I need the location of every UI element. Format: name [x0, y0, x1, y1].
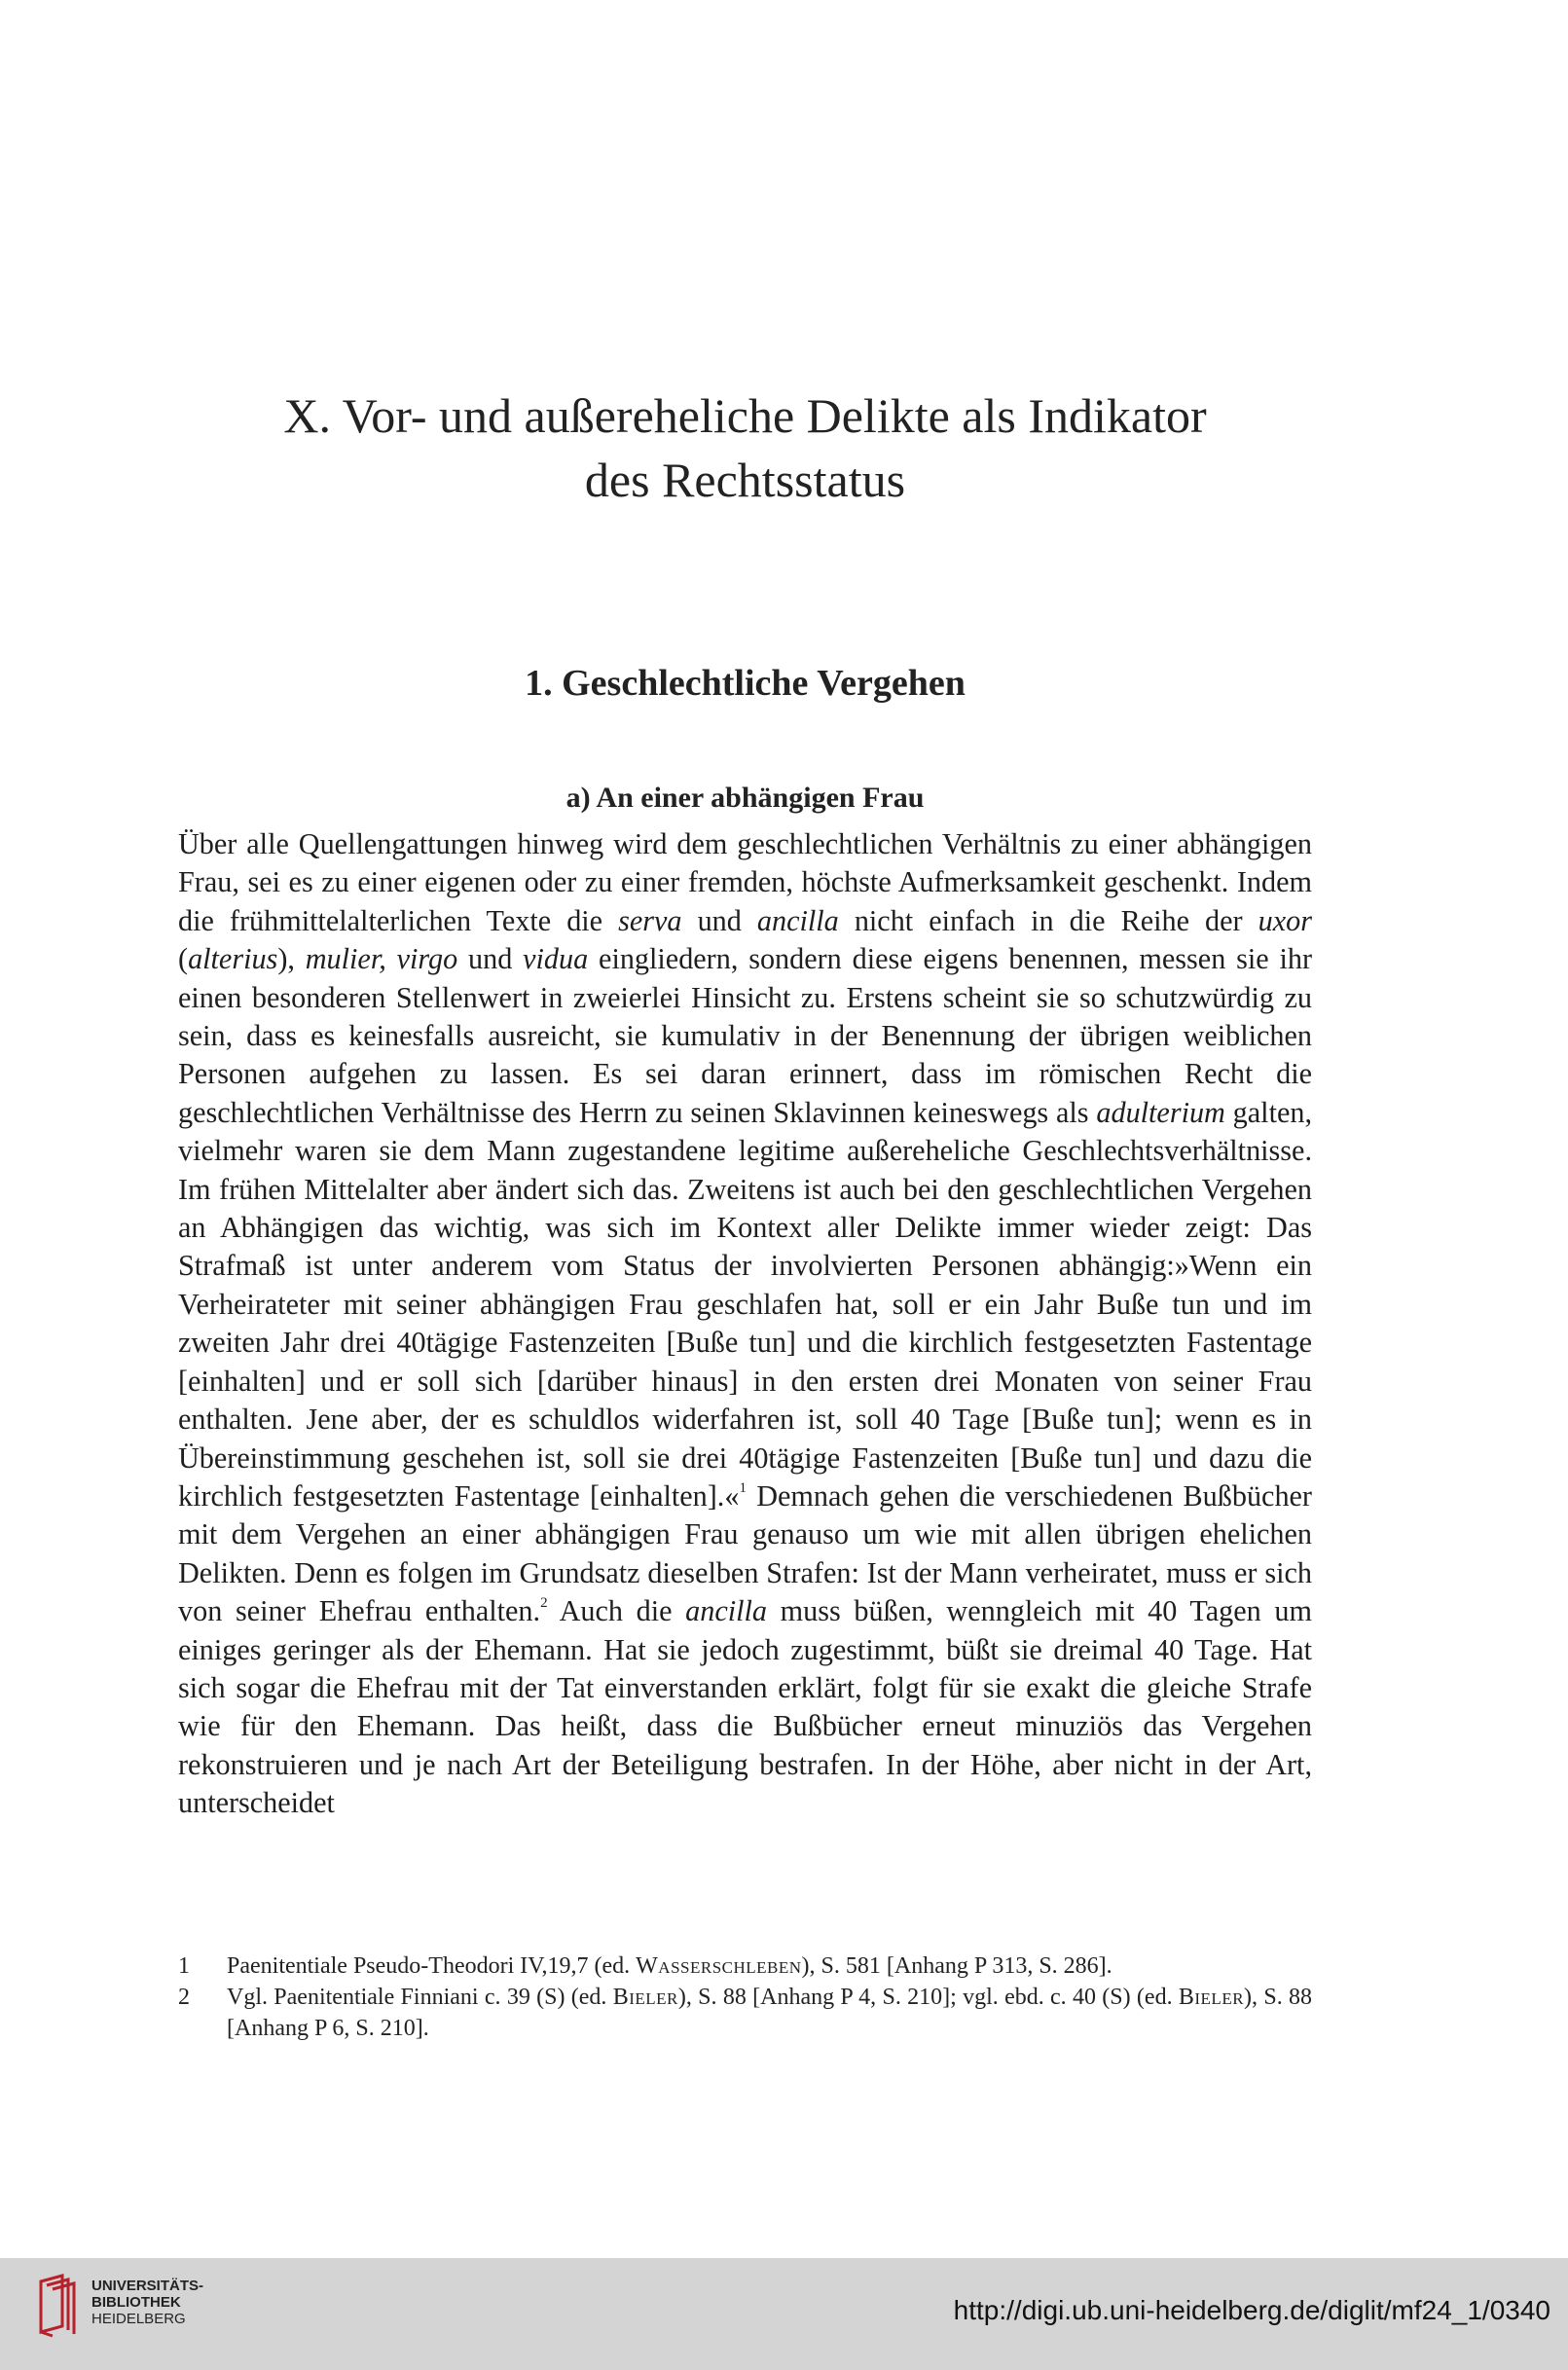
body-paragraph [178, 825, 1312, 1823]
logo-line-1: UNIVERSITÄTS- [91, 2278, 204, 2294]
text-run: und [457, 942, 524, 976]
text-run: muss büßen, wenngleich mit 40 Tagen um einiges geringer als der Ehemann. Hat sie jedoch zugestimmt, büßt sie dreimal 40 Tage. Hat sich sogar die Ehefrau mit der Tat einverstanden erklärt, folgt für sie exakt die gleiche Strafe wie für den Ehemann. Das heißt, dass die Bußbücher erneut minuziös das Vergehen rekonstruieren und je nach Art der Beteiligung bestrafen. In der Höhe, aber nicht in der Art, unterscheidet [178, 1594, 1312, 1820]
footnote-text [227, 1951, 1312, 1982]
body-text [178, 825, 1312, 1823]
library-logo-text [91, 2278, 203, 2327]
footnotes [178, 1951, 1312, 2044]
source-url-link[interactable]: http://digi.ub.uni-heidelberg.de/diglit/mf24_1/0340 [953, 2295, 1550, 2325]
text-run: nicht einfach in die Reihe der [838, 903, 1258, 937]
library-logo-icon[interactable] [33, 2272, 82, 2340]
text-run: und [681, 903, 757, 937]
italic-term: vidua [523, 942, 589, 976]
italic-term: alterius [188, 942, 278, 976]
text-run: Demnach gehen die verschiedenen Bußbücher mit dem Vergehen an einer abhängigen Frau genauso um wie mit allen übrigen ehelichen Delikten. Denn es folgen im Grundsatz dieselben Strafen: Ist der Mann verheiratet, muss er sich von seiner Ehefrau enthalten. [178, 1478, 1312, 1628]
text-run: ), S. 88 [Anhang P 6, S. 210]. [227, 1985, 1312, 2041]
italic-term: uxor [1258, 903, 1312, 937]
chapter-title-line-1: X. Vor- und außereheliche Delikte als Indikator [283, 387, 1207, 443]
subsection-title: a) An einer abhängigen Frau [565, 782, 925, 814]
editor-name: Wasserschleben [636, 1953, 802, 1979]
text-run: Über alle Quellengattungen hinweg wird dem geschlechtlichen Verhältnis zu einer abhängigen Frau, sei es zu einer eigenen oder zu einer fremden, höchste Aufmerksamkeit geschenkt. Indem die frühmittelalterlichen Texte die [178, 827, 1312, 937]
footnote-number: 1 [178, 1953, 190, 1979]
chapter-title-line-2: des Rechtsstatus [584, 452, 906, 507]
footnote-number: 2 [178, 1985, 190, 2010]
footnote-1 [178, 1951, 1312, 1982]
editor-name: Bieler [1178, 1985, 1245, 2010]
text-run: ), S. 88 [Anhang P 4, S. 210]; vgl. ebd. c. 40 (S) (ed. [677, 1985, 1179, 2010]
footnote-2 [178, 1982, 1312, 2044]
text-run: ), [277, 942, 306, 976]
logo-line-3: HEIDELBERG [91, 2311, 186, 2327]
italic-term: serva [618, 903, 682, 937]
italic-term: ancilla [685, 1594, 768, 1628]
footnote-ref-1[interactable]: 1 [739, 1479, 747, 1496]
text-run: galten, vielmehr waren sie dem Mann zugestandene legitime außereheliche Geschlechtsverhältnisse. Im frühen Mittelalter aber ändert sich das. Zweitens ist auch bei den geschlechtlichen Vergehen an Abhängigen das wichtig, was sich im Kontext aller Delikte immer wieder zeigt: Das Strafmaß ist unter anderem vom Status der involvierten Personen abhängig:»Wenn ein Verheirateter mit seiner abhängigen Frau geschlafen hat, soll er ein Jahr Buße tun und im zweiten Jahr drei 40tägige Fastenzeiten [Buße tun] und die kirchlich festgesetzten Fastentage [einhalten] und er soll sich [darüber hinaus] in den ersten drei Monaten von seiner Frau enthalten. Jene aber, der es schuldlos widerfahren ist, soll 40 Tage [Buße tun]; wenn es in Übereinstimmung geschehen ist, soll sie drei 40tägige Fastenzeiten [Buße tun] und dazu die kirchlich festgesetzten Fastentage [einhalten].« [178, 1095, 1312, 1513]
editor-name: Bieler [612, 1985, 678, 2010]
text-run: ( [178, 942, 189, 976]
footnote-ref-2[interactable]: 2 [540, 1595, 548, 1612]
italic-term: adulterium [1096, 1095, 1225, 1129]
chapter-title [178, 383, 1312, 512]
text-run: Vgl. Paenitentiale Finniani c. 39 (S) (ed. [227, 1985, 613, 2010]
italic-term: ancilla [756, 903, 839, 937]
footnote-text [227, 1982, 1312, 2044]
section-title: 1. Geschlechtliche Vergehen [525, 662, 966, 704]
text-run: Auch die [547, 1594, 686, 1628]
text-run: ), S. 581 [Anhang P 313, S. 286]. [801, 1953, 1112, 1979]
italic-term: mulier, virgo [305, 942, 458, 976]
text-run: Paenitentiale Pseudo-Theodori IV,19,7 (ed. [227, 1953, 637, 1979]
text-run: eingliedern, sondern diese eigens benennen, messen sie ihr einen besonderen Stellenwert in zweierlei Hinsicht zu. Erstens scheint sie so schutzwürdig zu sein, dass es keinesfalls ausreicht, sie kumulativ in der Benennung der übrigen weiblichen Personen aufgehen zu lassen. Es sei daran erinnert, dass im römischen Recht die geschlechtlichen Verhältnisse des Herrn zu seinen Sklavinnen keineswegs als [178, 942, 1313, 1129]
logo-line-2: BIBLIOTHEK [91, 2294, 181, 2311]
